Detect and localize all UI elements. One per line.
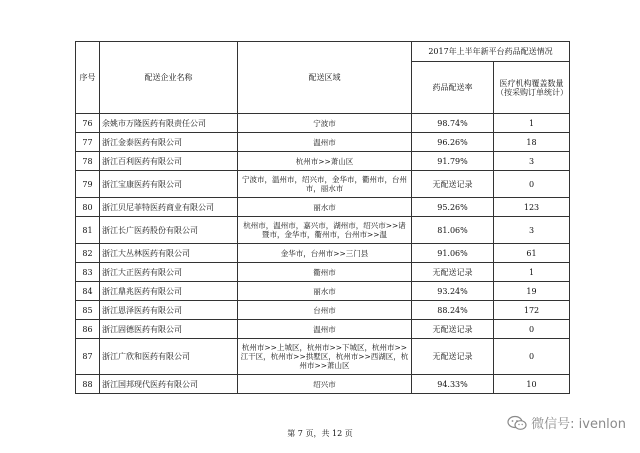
row-company: 浙江宝康医药有限公司 — [100, 171, 238, 198]
row-coverage: 1 — [494, 263, 570, 282]
table-row — [76, 320, 570, 339]
table-row — [76, 133, 570, 152]
row-coverage: 0 — [494, 339, 570, 375]
row-company: 浙江贝尼菲特医药商业有限公司 — [100, 198, 238, 217]
table-row — [76, 217, 570, 244]
table-row — [76, 339, 570, 375]
row-company: 浙江恩泽医药有限公司 — [100, 301, 238, 320]
header-coverage: 医疗机构覆盖数量（按采购订单统计） — [494, 62, 570, 114]
watermark-text: 微信号: ivenlon — [531, 417, 626, 432]
row-company: 浙江固德医药有限公司 — [100, 320, 238, 339]
row-coverage: 19 — [494, 282, 570, 301]
row-coverage: 1 — [494, 114, 570, 133]
row-area: 绍兴市 — [238, 375, 412, 394]
row-coverage: 123 — [494, 198, 570, 217]
row-rate: 96.26% — [412, 133, 494, 152]
row-company: 余姚市万隆医药有限责任公司 — [100, 114, 238, 133]
row-rate: 91.79% — [412, 152, 494, 171]
row-area: 杭州市，温州市，嘉兴市，湖州市，绍兴市>>诸暨市，金华市，衢州市，台州市>>温 — [238, 217, 412, 244]
row-no: 83 — [76, 263, 100, 282]
row-no: 76 — [76, 114, 100, 133]
row-company: 浙江百利医药有限公司 — [100, 152, 238, 171]
row-coverage: 3 — [494, 217, 570, 244]
row-area: 杭州市>>萧山区 — [238, 152, 412, 171]
row-company: 浙江长广医药股份有限公司 — [100, 217, 238, 244]
row-no: 77 — [76, 133, 100, 152]
row-area: 台州市 — [238, 301, 412, 320]
row-area: 丽水市 — [238, 282, 412, 301]
row-no: 88 — [76, 375, 100, 394]
row-no: 78 — [76, 152, 100, 171]
row-area: 温州市 — [238, 133, 412, 152]
row-rate: 88.24% — [412, 301, 494, 320]
row-no: 87 — [76, 339, 100, 375]
header-rate: 药品配送率 — [412, 62, 494, 114]
row-rate: 81.06% — [412, 217, 494, 244]
row-rate: 无配送记录 — [412, 320, 494, 339]
row-area: 丽水市 — [238, 198, 412, 217]
row-company: 浙江大丛林医药有限公司 — [100, 244, 238, 263]
table-row — [76, 301, 570, 320]
row-coverage: 172 — [494, 301, 570, 320]
row-no: 84 — [76, 282, 100, 301]
row-no: 79 — [76, 171, 100, 198]
table-row — [76, 171, 570, 198]
row-no: 81 — [76, 217, 100, 244]
row-coverage: 0 — [494, 320, 570, 339]
row-no: 86 — [76, 320, 100, 339]
row-area: 宁波市，温州市，绍兴市，金华市，衢州市，台州市，丽水市 — [238, 171, 412, 198]
row-company: 浙江金泰医药有限公司 — [100, 133, 238, 152]
row-area: 宁波市 — [238, 114, 412, 133]
row-coverage: 18 — [494, 133, 570, 152]
row-coverage: 3 — [494, 152, 570, 171]
row-area: 衢州市 — [238, 263, 412, 282]
header-company: 配送企业名称 — [100, 42, 238, 114]
table-row — [76, 282, 570, 301]
row-company: 浙江国邦现代医药有限公司 — [100, 375, 238, 394]
page-footer: 第 7 页，共 12 页 — [287, 429, 353, 438]
row-rate: 93.24% — [412, 282, 494, 301]
header-area: 配送区域 — [238, 42, 412, 114]
row-coverage: 0 — [494, 171, 570, 198]
table-row — [76, 152, 570, 171]
table-row — [76, 198, 570, 217]
row-no: 80 — [76, 198, 100, 217]
row-area: 金华市，台州市>>三门县 — [238, 244, 412, 263]
table-row — [76, 375, 570, 394]
row-rate: 91.06% — [412, 244, 494, 263]
row-rate: 95.26% — [412, 198, 494, 217]
row-coverage: 61 — [494, 244, 570, 263]
row-company: 浙江广欣和医药有限公司 — [100, 339, 238, 375]
distribution-table — [75, 41, 570, 394]
row-rate: 98.74% — [412, 114, 494, 133]
row-no: 85 — [76, 301, 100, 320]
table-row — [76, 244, 570, 263]
row-coverage: 10 — [494, 375, 570, 394]
row-company: 浙江大正医药有限公司 — [100, 263, 238, 282]
header-group: 2017年上半年新平台药品配送情况 — [412, 42, 570, 62]
row-rate: 无配送记录 — [412, 263, 494, 282]
row-rate: 无配送记录 — [412, 171, 494, 198]
row-no: 82 — [76, 244, 100, 263]
row-rate: 无配送记录 — [412, 339, 494, 375]
table-row — [76, 114, 570, 133]
row-company: 浙江鼎兆医药有限公司 — [100, 282, 238, 301]
header-no: 序号 — [76, 42, 100, 114]
row-area: 杭州市>>上城区，杭州市>>下城区，杭州市>>江干区，杭州市>>拱墅区，杭州市>>西湖区，杭州市>>萧山区 — [238, 339, 412, 375]
table-row — [76, 263, 570, 282]
row-rate: 94.33% — [412, 375, 494, 394]
row-area: 温州市 — [238, 320, 412, 339]
